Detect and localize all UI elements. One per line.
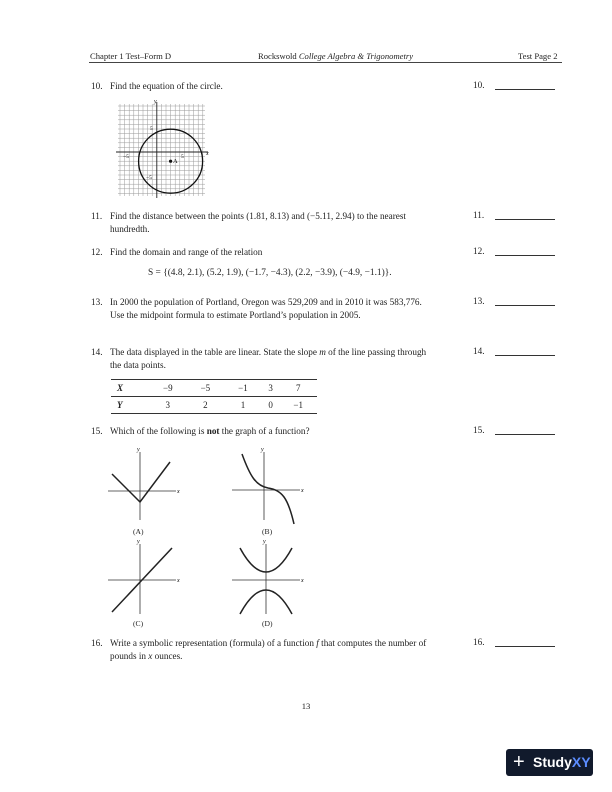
answer-number: 15. [473, 425, 485, 435]
text-bold: not [206, 426, 220, 436]
header-rule [89, 62, 562, 63]
answer-16[interactable] [473, 637, 484, 647]
table-cell: −9 [149, 380, 187, 397]
header-center-pre: Rockswold [258, 51, 299, 61]
answer-number: 12. [473, 246, 485, 256]
table-row [111, 397, 317, 414]
answer-blank[interactable] [495, 89, 555, 90]
answer-number: 16. [473, 637, 485, 647]
answer-number: 11. [473, 210, 485, 220]
table-cell: −5 [187, 380, 225, 397]
table-cell: 3 [149, 397, 187, 414]
x-label: x [301, 578, 304, 584]
center-point [169, 160, 172, 163]
text-part: Which of the following is [110, 426, 207, 436]
graph-d [228, 538, 308, 618]
row-header: X [111, 380, 149, 397]
center-label: A [173, 158, 178, 165]
answer-number: 10. [473, 80, 485, 90]
text-part: the graph of a function? [219, 426, 310, 436]
row-header: Y [111, 397, 149, 414]
data-table [111, 379, 317, 414]
tick-x-neg5: −5 [123, 154, 129, 160]
x-label: x [177, 578, 180, 584]
y-label: y [137, 447, 140, 453]
graph-a [104, 446, 184, 526]
text-italic: f [316, 638, 319, 648]
grid [118, 104, 205, 196]
x-axis-label: x [206, 151, 209, 157]
tick-y-neg5: −5 [146, 175, 152, 181]
table-cell: 3 [262, 380, 280, 397]
text-part: ounces. [152, 650, 183, 661]
table-cell: −1 [279, 397, 317, 414]
question-number: 15. [91, 426, 103, 436]
question-number: 11. [91, 211, 103, 221]
answer-blank[interactable] [495, 646, 555, 647]
text-part: The data displayed in the table are linear. State the slope [110, 347, 320, 357]
studyxy-badge[interactable] [506, 749, 593, 776]
question-text: Find the domain and range of the relation [110, 247, 263, 257]
brand-name-post: XY [571, 754, 591, 770]
tick-y-5: 5 [150, 126, 153, 132]
answer-13[interactable] [473, 296, 484, 306]
tick-x-5: 5 [181, 154, 184, 160]
header-right: Test Page 2 [518, 51, 558, 61]
text-italic: m [319, 347, 326, 357]
answer-15[interactable] [473, 425, 484, 435]
text-italic: x [148, 650, 153, 661]
answer-blank[interactable] [495, 355, 555, 356]
y-label: y [263, 539, 266, 545]
graph-c-label: (C) [133, 619, 144, 628]
header-left: Chapter 1 Test–Form D [90, 51, 172, 61]
question-text [110, 346, 430, 371]
x-label: x [301, 488, 304, 494]
brand-name-pre: Study [533, 754, 572, 770]
question-number: 10. [91, 81, 103, 91]
answer-blank[interactable] [495, 255, 555, 256]
table-cell: −1 [224, 380, 262, 397]
circle-graph [110, 100, 215, 200]
answer-number: 14. [473, 346, 485, 356]
text-part: that computes the number of pounds in [110, 638, 427, 661]
table-cell: 1 [224, 397, 262, 414]
answer-blank[interactable] [495, 219, 555, 220]
y-label: y [261, 447, 264, 453]
answer-11[interactable] [473, 210, 484, 220]
question-text: Find the distance between the points (1.81, 8.13) and (−5.11, 2.94) to the nearest hundredth. [110, 211, 406, 234]
graph-d-label: (D) [262, 619, 273, 628]
brand-name [533, 749, 591, 776]
question-text [110, 425, 430, 438]
answer-number: 13. [473, 296, 485, 306]
question-text: In 2000 the population of Portland, Oregon was 529,209 and in 2010 it was 583,776. Use the midpoint formula to estimate Portland’s population in 2005. [110, 297, 422, 320]
header-center-title: College Algebra & Trigonometry [298, 51, 414, 61]
text-part: of the line passing through the data points. [110, 347, 427, 370]
graph-b [228, 446, 308, 526]
question-number: 12. [91, 247, 103, 257]
table-cell: 2 [187, 397, 225, 414]
x-label: x [177, 489, 180, 495]
v-curve [112, 462, 170, 502]
answer-blank[interactable] [495, 434, 555, 435]
question-number: 16. [91, 638, 103, 648]
cubic-curve [242, 454, 294, 524]
answer-12[interactable] [473, 246, 484, 256]
page-number: 13 [301, 701, 311, 711]
relation-set: S = {(4.8, 2.1), (5.2, 1.9), (−1.7, −4.3), (2.2, −3.9), (−4.9, −1.1)}. [148, 268, 392, 278]
question-text [110, 637, 430, 662]
y-label: y [137, 539, 140, 545]
question-text: Find the equation of the circle. [110, 81, 223, 91]
graph-b-label: (B) [262, 527, 273, 536]
header-center [258, 51, 413, 61]
table-cell: 0 [262, 397, 280, 414]
table-row [111, 380, 317, 397]
y-axis-label: y [154, 100, 157, 105]
text-part: Write a symbolic representation (formula) of a function [110, 638, 317, 648]
graph-c [104, 538, 184, 618]
graph-a-label: (A) [133, 527, 144, 536]
table-cell: 7 [279, 380, 317, 397]
answer-10[interactable] [473, 80, 484, 90]
answer-blank[interactable] [495, 305, 555, 306]
question-number: 13. [91, 297, 103, 307]
question-number: 14. [91, 347, 103, 357]
plus-icon: + [513, 751, 525, 773]
answer-14[interactable] [473, 346, 484, 356]
